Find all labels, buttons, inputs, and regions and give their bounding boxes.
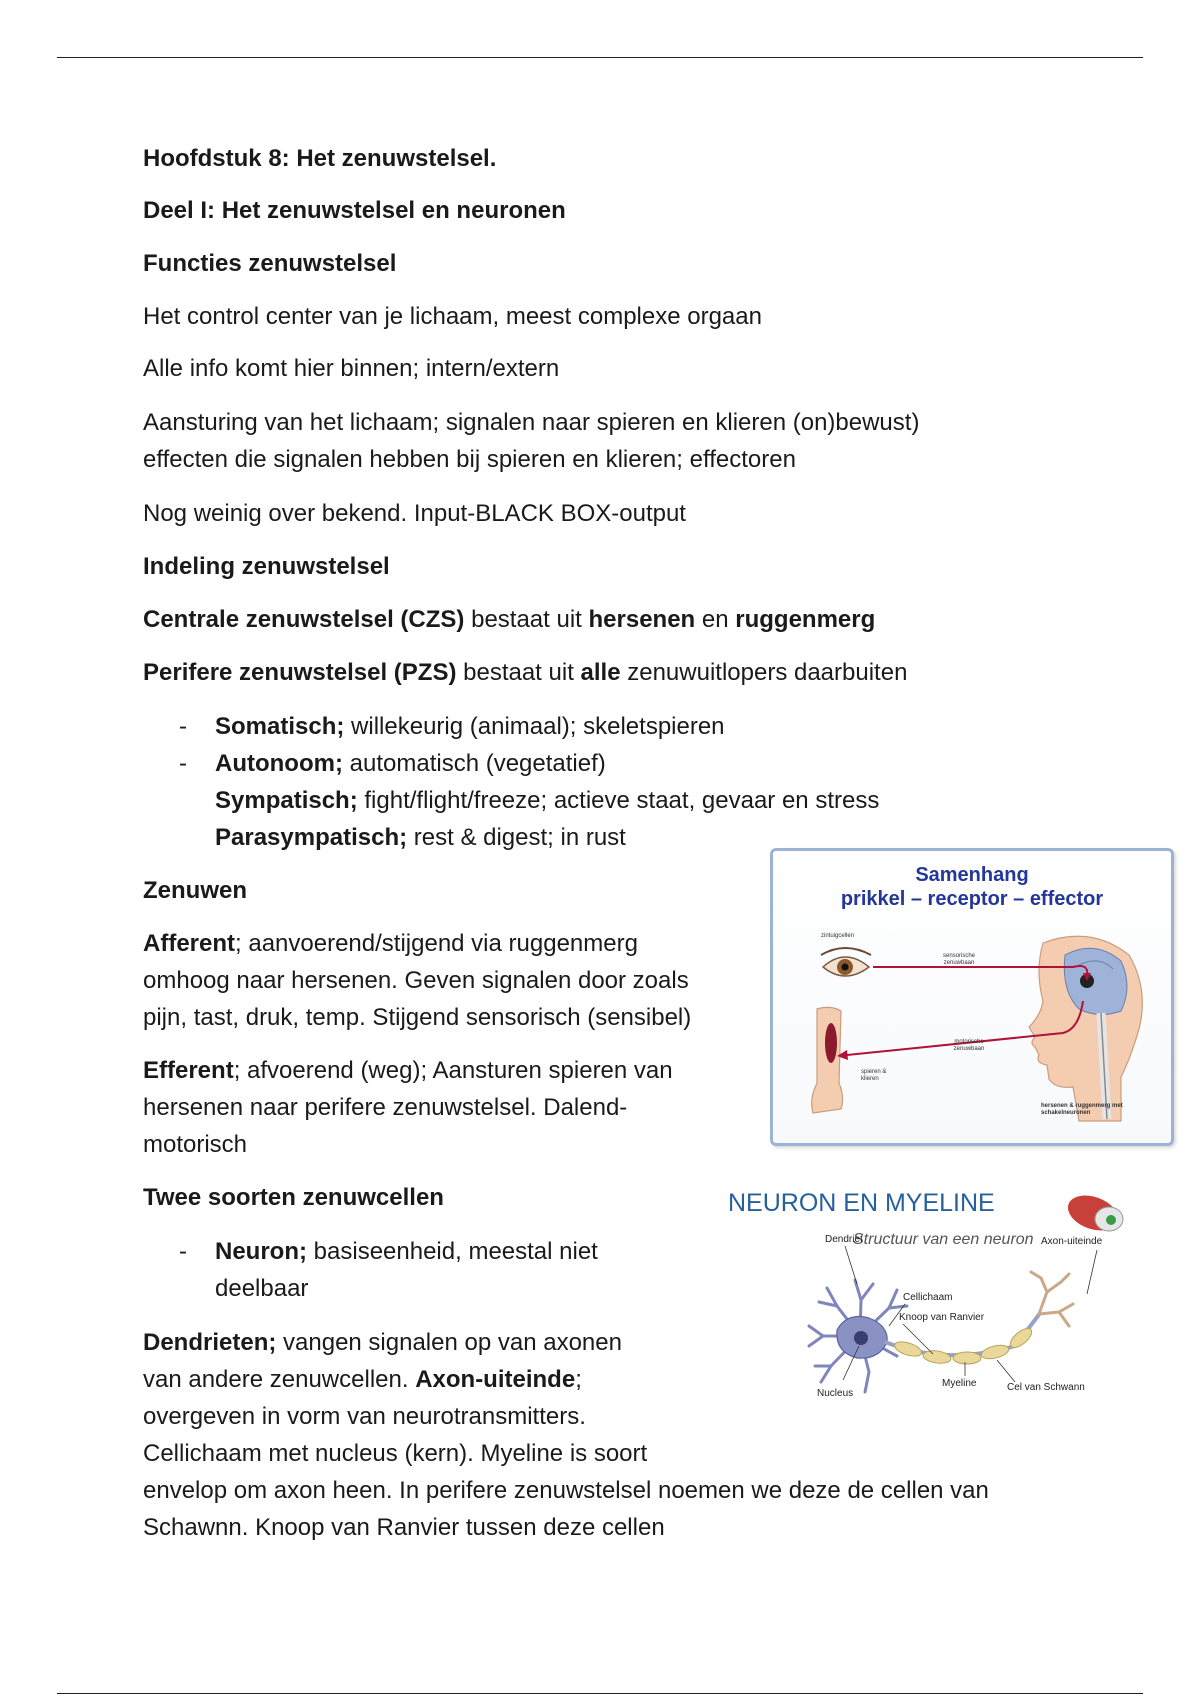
paragraph-line: omhoog naar hersenen. Geven signalen door zoals [143,967,689,994]
nerve-bundle-icon [1063,1189,1123,1237]
term-czs: Centrale zenuwstelsel (CZS) [143,606,465,633]
text: automatisch (vegetatief) [342,750,606,777]
term: Dendrieten; [143,1329,277,1356]
label-sensorisch: sensorische zenuwbaan [942,953,975,966]
pupil [842,964,849,971]
label-knoop-van-ranvier: Knoop van Ranvier [899,1312,985,1323]
section-heading-indeling: Indeling zenuwstelsel [143,553,390,580]
label-cel-van-schwann: Cel van Schwann [1007,1382,1085,1393]
paragraph-dendrieten [143,1324,622,1361]
paragraph: Het control center van je lichaam, meest complexe orgaan [143,303,762,330]
list-bullet: - [179,713,187,740]
term-alle: alle [580,659,621,686]
paragraph-line: envelop om axon heen. In perifere zenuwstelsel noemen we deze de cellen van [143,1477,989,1504]
paragraph-efferent [143,1052,673,1089]
term: Axon-uiteinde [415,1366,576,1393]
label-cellichaam: Cellichaam [903,1292,953,1303]
list-item-neuron [215,1233,598,1270]
paragraph: Alle info komt hier binnen; intern/extern [143,355,560,382]
text: zenuwuitlopers daarbuiten [620,659,908,686]
paragraph-line: Schawnn. Knoop van Ranvier tussen deze cellen [143,1514,665,1541]
figure-title: NEURON EN MYELINE [728,1189,995,1217]
muscle-icon [825,1023,837,1063]
section-heading-zenuwcellen: Twee soorten zenuwcellen [143,1184,444,1211]
paragraph: Aansturing van het lichaam; signalen naar spieren en klieren (on)bewust) [143,409,920,436]
paragraph-line: hersenen naar perifere zenuwstelsel. Dalend- [143,1094,628,1121]
label-motorisch: motorische zenuwbaan [953,1039,985,1052]
text: en [695,606,736,633]
label-zintuigcellen: zintuigcellen [821,933,855,939]
term: Afferent [143,930,236,957]
section-heading-functies: Functies zenuwstelsel [143,250,397,277]
list-subitem-parasympatisch [215,819,626,856]
label-myeline: Myeline [942,1378,977,1389]
figure-title: prikkel – receptor – effector [840,888,1104,910]
text: van andere zenuwcellen. [143,1366,416,1393]
text: bestaat uit [456,659,581,686]
text: vangen signalen op van axonen [276,1329,622,1356]
list-bullet: - [179,750,187,777]
paragraph-line [143,1361,582,1398]
bottom-rule [57,1693,1143,1694]
text: bestaat uit [464,606,589,633]
limb-icon [812,1007,843,1113]
eyebrow [821,948,871,955]
label-dendriet: Dendriet [825,1234,863,1245]
text: basiseenheid, meestal niet [307,1238,598,1265]
term: Somatisch; [215,713,345,740]
paragraph-czs [143,601,875,638]
list-subitem-sympatisch [215,782,879,819]
label-spieren: spieren & klieren [861,1069,887,1082]
term-hersenen: hersenen [588,606,696,633]
text: ; aanvoerend/stijgend via ruggenmerg [235,930,638,957]
paragraph: effecten die signalen hebben bij spieren en klieren; effectoren [143,446,796,473]
paragraph-line: motorisch [143,1131,248,1158]
paragraph-line: overgeven in vorm van neurotransmitters. [143,1403,586,1430]
figure-title: Samenhang [915,864,1029,886]
part-title: Deel I: Het zenuwstelsel en neuronen [143,197,566,224]
section-heading-zenuwen: Zenuwen [143,877,248,904]
text: willekeurig (animaal); skeletspieren [344,713,725,740]
term: Parasympatisch; [215,824,408,851]
term: Sympatisch; [215,787,358,814]
figure-neuron [725,1180,1155,1450]
myelin-sheath [893,1325,1035,1365]
top-rule [57,57,1143,58]
text: rest & digest; in rust [407,824,626,851]
list-item-autonoom [215,745,606,782]
text: ; [575,1366,582,1393]
paragraph-line: pijn, tast, druk, temp. Stijgend sensorisch (sensibel) [143,1004,692,1031]
paragraph-pzs [143,654,907,691]
term-ruggenmerg: ruggenmerg [735,606,876,633]
list-item-line: deelbaar [215,1275,309,1302]
reflex-diagram [773,851,1171,1143]
list-item-somatisch [215,708,725,745]
term: Neuron; [215,1238,307,1265]
text: fight/flight/freeze; actieve staat, gevaar en stress [357,787,880,814]
paragraph-line: Cellichaam met nucleus (kern). Myeline is soort [143,1440,648,1467]
term: Efferent [143,1057,234,1084]
text: ; afvoerend (weg); Aansturen spieren van [233,1057,673,1084]
term: Autonoom; [215,750,343,777]
paragraph: Nog weinig over bekend. Input-BLACK BOX-output [143,500,686,527]
paragraph-afferent [143,925,638,962]
chapter-title: Hoofdstuk 8: Het zenuwstelsel. [143,145,497,172]
label-axon-uiteinde: Axon-uiteinde [1041,1236,1103,1247]
nucleus [854,1331,868,1345]
list-bullet: - [179,1238,187,1265]
label-hersenen: hersenen & ruggenmerg met schakelneuronen [1041,1103,1123,1116]
figure-subtitle: Structuur van een neuron [853,1231,1034,1248]
figure-samenhang [770,848,1174,1146]
term-pzs: Perifere zenuwstelsel (PZS) [143,659,457,686]
label-nucleus: Nucleus [817,1388,854,1399]
